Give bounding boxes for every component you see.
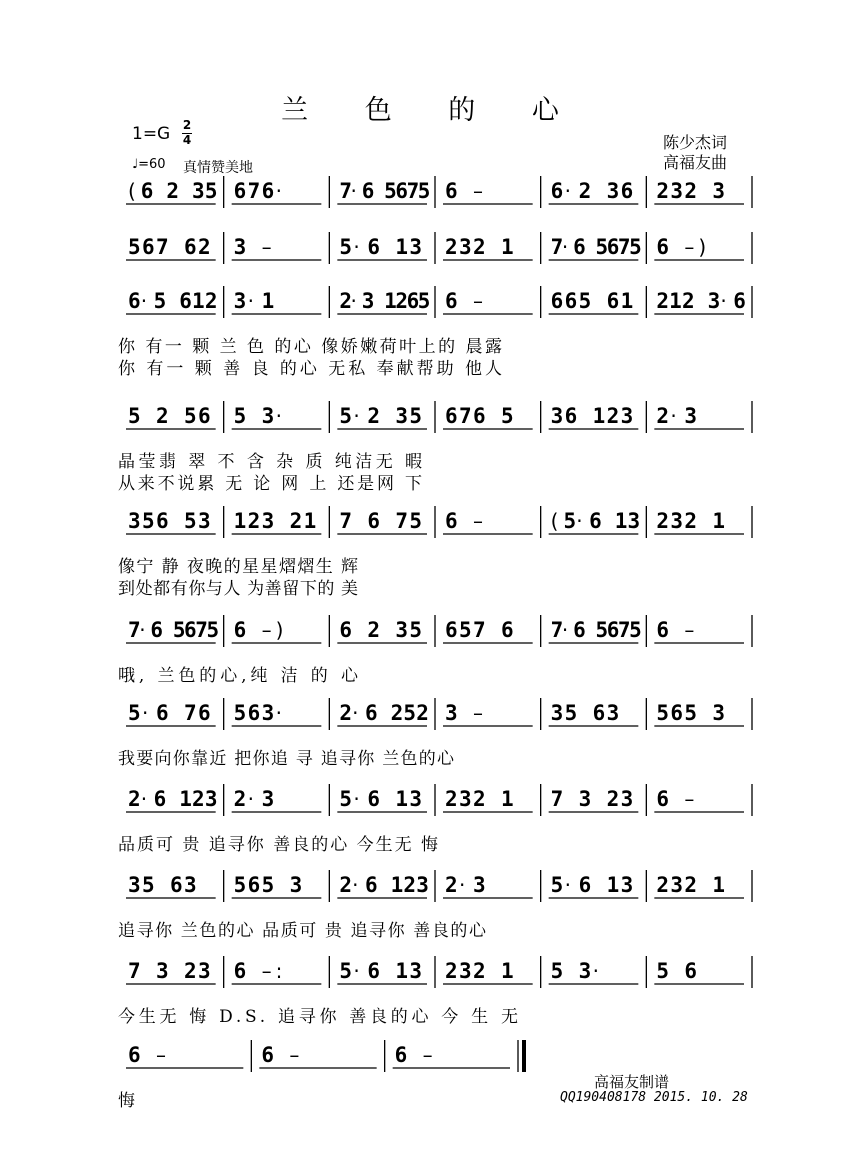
note-glyph: 3	[670, 509, 683, 533]
note-glyph: 2	[578, 179, 592, 203]
note-glyph: 2	[192, 787, 205, 811]
note-glyph: 6	[233, 618, 247, 642]
note-glyph: 1	[592, 404, 606, 428]
note-glyph: 3	[261, 701, 275, 725]
note-glyph: 2	[656, 509, 669, 533]
note-glyph: 3	[361, 289, 375, 313]
score-row	[118, 401, 752, 494]
note-glyph: 2	[128, 787, 141, 811]
note-glyph: 3	[198, 509, 211, 533]
note-glyph: 2	[339, 289, 352, 313]
note-glyph: 7	[395, 509, 408, 533]
note-glyph: 1	[712, 873, 725, 897]
note-glyph: 1	[192, 289, 205, 313]
note-glyph: 3	[620, 873, 634, 897]
note-glyph: 5	[233, 701, 247, 725]
note-glyph: 5	[550, 873, 564, 897]
expression-marking: 真情赞美地	[183, 160, 253, 176]
note-glyph: 2	[656, 179, 669, 203]
note-glyph: ·	[353, 959, 360, 983]
note-glyph: 3	[409, 235, 422, 259]
note-glyph: 6	[179, 289, 192, 313]
note-glyph: 6	[445, 618, 458, 642]
note-glyph: 7	[406, 179, 420, 203]
note-glyph: 6	[364, 701, 378, 725]
note-glyph: 1	[390, 873, 404, 897]
note-glyph: 6	[128, 289, 141, 313]
note-glyph: 3	[156, 959, 169, 983]
lyric-line: 品质可 贵 追寻你 善良的心 今生无 悔	[118, 835, 438, 855]
note-glyph: 6	[395, 179, 409, 203]
note-glyph: 2	[445, 235, 458, 259]
note-glyph: 7	[184, 701, 197, 725]
note-glyph: 5	[550, 959, 564, 983]
note-glyph: 3	[395, 618, 408, 642]
note-glyph: 6	[156, 701, 169, 725]
note-glyph: 6	[367, 787, 380, 811]
lyric-line: 你 有一 颗 善 良 的心 无私 奉献帮助 他人	[118, 359, 502, 379]
note-glyph: 3	[550, 404, 564, 428]
note-glyph: ·	[561, 618, 569, 642]
note-glyph: 1	[606, 873, 620, 897]
note-glyph: 2	[198, 235, 211, 259]
note-glyph: ·	[353, 235, 360, 259]
note-glyph: 3	[606, 179, 620, 203]
note-glyph: 3	[712, 179, 725, 203]
note-glyph: ·	[275, 701, 283, 725]
note-glyph: ·	[275, 179, 283, 203]
note-glyph: 5	[409, 618, 422, 642]
note-glyph: 3	[184, 873, 197, 897]
time-signature-top: 2	[182, 118, 192, 132]
note-glyph: 3	[670, 179, 683, 203]
footer-contact: QQ190408178 2015. 10. 28	[560, 1090, 748, 1105]
note-glyph: 1	[179, 787, 192, 811]
note-glyph: 2	[403, 873, 417, 897]
note-glyph: –	[422, 1043, 433, 1067]
note-glyph: 3	[620, 404, 634, 428]
note-glyph: 5	[204, 179, 218, 203]
score-row	[118, 956, 752, 1027]
note-glyph: 2	[473, 787, 486, 811]
note-glyph: 6	[445, 404, 458, 428]
note-glyph: 1	[395, 235, 408, 259]
note-glyph: 5	[409, 404, 422, 428]
note-glyph: 3	[416, 873, 429, 897]
note-glyph: ·	[353, 787, 360, 811]
note-glyph: 6	[445, 289, 458, 313]
note-glyph: 6	[684, 959, 697, 983]
key-signature: 1=G	[132, 124, 171, 144]
note-glyph: 5	[172, 618, 186, 642]
note-glyph: 7	[156, 235, 169, 259]
note-glyph: –	[289, 1043, 300, 1067]
lyric-line: 晶莹翡 翠 不 含 杂 质 纯洁无 暇	[118, 452, 422, 472]
note-glyph: 5	[656, 701, 669, 725]
note-glyph: 5	[501, 404, 514, 428]
note-glyph: 3	[684, 404, 697, 428]
note-glyph: 5	[233, 873, 247, 897]
note-glyph: ·	[561, 235, 569, 259]
note-glyph: 7	[473, 618, 486, 642]
note-glyph: 6	[592, 701, 606, 725]
note-glyph: 2	[606, 787, 620, 811]
note-glyph: 6	[247, 873, 261, 897]
note-glyph: 7	[550, 787, 564, 811]
lyric-line: 你 有一 颗 兰 色 的心 像娇嫩荷叶上的 晨露	[118, 337, 502, 357]
note-glyph: 6	[339, 618, 352, 642]
note-glyph: 6	[550, 289, 564, 313]
note-glyph: 6	[140, 179, 154, 203]
note-glyph: 5	[128, 404, 141, 428]
score-row	[118, 870, 752, 941]
note-glyph: ·	[353, 404, 360, 428]
note-glyph: 6	[142, 235, 155, 259]
note-glyph: 6	[153, 787, 167, 811]
note-glyph: 5	[153, 289, 167, 313]
time-signature-bottom: 4	[182, 133, 192, 147]
note-glyph: 6	[656, 618, 669, 642]
note-glyph: 3	[233, 235, 247, 259]
note-glyph: ·	[140, 289, 148, 313]
note-glyph: –	[473, 179, 483, 203]
note-glyph: 2	[367, 404, 380, 428]
note-glyph: ·	[592, 959, 600, 983]
note-glyph: 6	[573, 618, 586, 642]
note-glyph: 3	[707, 289, 721, 313]
note-glyph: 1	[501, 787, 514, 811]
note-glyph: 5	[384, 179, 397, 203]
note-glyph: 3	[627, 509, 641, 533]
note-glyph: 6	[578, 873, 592, 897]
note-glyph: 5	[656, 959, 669, 983]
note-glyph: 5	[629, 235, 642, 259]
note-glyph: ·	[350, 179, 357, 203]
note-glyph: 5	[563, 509, 577, 533]
note-glyph: 7	[195, 618, 208, 642]
note-glyph: 6	[367, 235, 380, 259]
score-row	[126, 176, 752, 208]
note-glyph: 3	[204, 787, 218, 811]
note-glyph: 2	[473, 235, 486, 259]
note-glyph: 6	[473, 404, 486, 428]
note-glyph: 1	[614, 509, 628, 533]
note-glyph: 6	[361, 179, 375, 203]
engraver-credit: 高福友制谱	[594, 1073, 670, 1091]
note-glyph: 7	[459, 404, 472, 428]
note-glyph: 3	[409, 787, 422, 811]
note-glyph: 6	[367, 509, 380, 533]
note-glyph: 2	[445, 959, 458, 983]
score-row	[118, 784, 752, 855]
note-glyph: (	[128, 179, 136, 203]
note-glyph: –	[473, 701, 483, 725]
note-glyph: 6	[445, 179, 458, 203]
note-glyph: 2	[247, 509, 261, 533]
note-glyph: 6	[394, 1043, 408, 1067]
note-glyph: 5	[595, 235, 609, 259]
note-glyph: 2	[367, 618, 380, 642]
note-glyph: 3	[459, 959, 472, 983]
note-glyph: 3	[578, 959, 592, 983]
lyric-line: 到处都有你与人 为善留下的 美	[118, 579, 358, 599]
lyric-line: 像宁 静 夜晚的星星熠熠生 辉	[118, 557, 358, 577]
note-glyph: 1	[620, 289, 634, 313]
score-row	[118, 506, 752, 599]
note-glyph: 1	[261, 289, 275, 313]
note-glyph: –	[684, 618, 695, 642]
note-glyph: 2	[156, 404, 169, 428]
score-row	[126, 232, 752, 264]
note-glyph: 2	[166, 179, 180, 203]
note-glyph: 3	[578, 787, 592, 811]
score-title: 兰 色 的 心	[281, 95, 583, 126]
note-glyph: ·	[142, 701, 149, 725]
note-glyph: 2	[606, 404, 620, 428]
note-glyph: 6	[150, 618, 164, 642]
note-glyph: 6	[606, 289, 620, 313]
note-glyph: 5	[206, 618, 220, 642]
note-glyph: 3	[233, 289, 247, 313]
note-glyph: 7	[617, 618, 631, 642]
score-row	[118, 286, 752, 379]
note-glyph: 1	[501, 235, 514, 259]
tempo-marking: ♩=60	[132, 157, 166, 172]
note-glyph: ·	[352, 873, 359, 897]
note-glyph: 2	[395, 289, 409, 313]
note-glyph: 3	[606, 701, 620, 725]
note-glyph: 5	[578, 289, 592, 313]
note-glyph: –	[261, 959, 272, 983]
note-glyph: 5	[629, 618, 642, 642]
note-glyph: 6	[367, 959, 380, 983]
note-glyph: 5	[417, 289, 431, 313]
note-glyph: 5	[128, 235, 141, 259]
note-glyph: 5	[142, 873, 155, 897]
note-glyph: 3	[445, 701, 458, 725]
lyric-line: 悔	[118, 1091, 135, 1111]
note-glyph: 5	[339, 235, 352, 259]
note-glyph: (	[550, 509, 559, 533]
note-glyph: 2	[416, 701, 429, 725]
note-glyph: 1	[233, 509, 247, 533]
note-glyph: 5	[142, 509, 155, 533]
note-glyph: 6	[564, 404, 578, 428]
note-glyph: 1	[669, 289, 682, 313]
final-bar	[522, 1040, 526, 1072]
note-glyph: 3	[409, 959, 422, 983]
lyric-line: 追寻你 兰色的心 品质可 贵 追寻你 善良的心	[118, 921, 486, 941]
note-glyph: 3	[261, 509, 275, 533]
note-glyph: 6	[198, 404, 211, 428]
note-glyph: )	[698, 235, 707, 259]
note-glyph: 3	[192, 179, 205, 203]
note-glyph: 3	[128, 873, 141, 897]
note-glyph: 6	[364, 873, 378, 897]
note-glyph: 5	[261, 873, 275, 897]
note-glyph: ·	[564, 873, 572, 897]
note-glyph: 2	[656, 873, 669, 897]
note-glyph: –	[261, 235, 272, 259]
note-glyph: 6	[128, 1043, 141, 1067]
note-glyph: 2	[684, 179, 697, 203]
note-glyph: 6	[233, 179, 247, 203]
note-glyph: ·	[576, 509, 583, 533]
note-glyph: 5	[417, 179, 431, 203]
note-glyph: 6	[501, 618, 514, 642]
note-glyph: 3	[289, 873, 303, 897]
note-glyph: 2	[684, 873, 697, 897]
note-glyph: )	[275, 618, 284, 642]
note-glyph: 2	[204, 289, 218, 313]
note-glyph: 6	[170, 873, 183, 897]
note-glyph: 5	[184, 509, 197, 533]
note-glyph: 7	[617, 235, 631, 259]
note-glyph: ·	[139, 618, 146, 642]
note-glyph: 3	[550, 701, 564, 725]
score-row	[118, 1040, 526, 1111]
note-glyph: 2	[681, 289, 695, 313]
note-glyph: 6	[670, 701, 683, 725]
note-glyph: 5	[184, 404, 197, 428]
note-glyph: 3	[395, 404, 408, 428]
note-glyph: 1	[395, 787, 408, 811]
note-glyph: 6	[606, 618, 620, 642]
note-glyph: ·	[670, 404, 677, 428]
note-glyph: 5	[339, 404, 352, 428]
note-glyph: –	[156, 1043, 166, 1067]
note-glyph: ·	[275, 404, 283, 428]
note-glyph: –	[684, 235, 695, 259]
note-glyph: 1	[501, 959, 514, 983]
note-glyph: 6	[733, 289, 746, 313]
note-glyph: 5	[339, 959, 352, 983]
note-glyph: 5	[595, 618, 609, 642]
note-glyph: 1	[395, 959, 408, 983]
note-glyph: 6	[620, 179, 634, 203]
note-glyph: 6	[564, 289, 578, 313]
note-glyph: 2	[289, 509, 303, 533]
note-glyph: 6	[184, 618, 197, 642]
note-glyph: ·	[720, 289, 727, 313]
note-glyph: –	[473, 509, 483, 533]
lyric-line: 我要向你靠近 把你追 寻 追寻你 兰色的心	[118, 749, 454, 769]
note-glyph: ·	[352, 701, 359, 725]
note-glyph: 3	[198, 959, 211, 983]
note-glyph: 3	[459, 235, 472, 259]
note-glyph: 7	[339, 509, 352, 533]
note-glyph: 3	[620, 787, 634, 811]
note-glyph: 6	[184, 235, 197, 259]
note-glyph: 3	[459, 787, 472, 811]
note-glyph: –	[684, 787, 695, 811]
note-glyph: ·	[459, 873, 466, 897]
note-glyph: ·	[140, 787, 148, 811]
note-glyph: 3	[261, 787, 275, 811]
note-glyph: 7	[550, 618, 564, 642]
note-glyph: 6	[261, 1043, 274, 1067]
note-glyph: 3	[128, 509, 141, 533]
composer-credit: 高福友曲	[663, 153, 728, 172]
note-glyph: 6	[589, 509, 602, 533]
note-glyph: 5	[128, 701, 141, 725]
lyric-line: 从来不说累 无 论 网 上 还是网 下	[118, 474, 422, 494]
note-glyph: 2	[184, 959, 197, 983]
note-glyph: 6	[656, 787, 669, 811]
note-glyph: 7	[550, 235, 564, 259]
note-glyph: 3	[670, 873, 683, 897]
note-glyph: ·	[247, 289, 255, 313]
note-glyph: 1	[384, 289, 397, 313]
note-glyph: 2	[339, 701, 352, 725]
note-glyph: ·	[350, 289, 357, 313]
note-glyph: 2	[445, 787, 458, 811]
note-glyph: 7	[128, 618, 141, 642]
note-glyph: 6	[156, 509, 169, 533]
note-glyph: 2	[445, 873, 458, 897]
note-glyph: 1	[712, 509, 725, 533]
lyric-line: 今生无 悔 D.S. 追寻你 善良的心 今 生 无	[118, 1007, 518, 1027]
note-glyph: 7	[128, 959, 141, 983]
note-glyph: 2	[684, 509, 697, 533]
note-glyph: –	[473, 289, 483, 313]
note-glyph: 2	[656, 289, 669, 313]
note-glyph: 6	[233, 959, 247, 983]
lyric-line: 哦, 兰色的心,纯 洁 的 心	[118, 666, 358, 686]
note-glyph: 3	[261, 404, 275, 428]
note-glyph: 6	[656, 235, 669, 259]
note-glyph: 6	[445, 509, 458, 533]
note-glyph: 2	[390, 701, 404, 725]
note-glyph: 6	[198, 701, 211, 725]
note-glyph: 3	[473, 873, 486, 897]
note-glyph: ·	[247, 787, 255, 811]
note-glyph: 5	[339, 787, 352, 811]
note-glyph: 7	[247, 179, 261, 203]
note-glyph: 6	[406, 289, 420, 313]
note-glyph: –	[261, 618, 272, 642]
note-glyph: :	[275, 959, 283, 983]
note-glyph: 2	[473, 959, 486, 983]
note-glyph: ·	[564, 179, 572, 203]
note-glyph: 5	[684, 701, 697, 725]
note-glyph: 5	[403, 701, 417, 725]
score-row	[118, 615, 752, 686]
note-glyph: 6	[573, 235, 586, 259]
note-glyph: 2	[339, 873, 352, 897]
note-glyph: 6	[606, 235, 620, 259]
note-glyph: 1	[303, 509, 317, 533]
note-glyph: 2	[233, 787, 247, 811]
note-glyph: 5	[233, 404, 247, 428]
note-glyph: 6	[550, 179, 564, 203]
lyricist-credit: 陈少杰词	[663, 133, 728, 152]
note-glyph: 5	[409, 509, 422, 533]
score-row	[118, 698, 752, 769]
note-glyph: 5	[564, 701, 578, 725]
note-glyph: 6	[247, 701, 261, 725]
note-glyph: 6	[261, 179, 275, 203]
note-glyph: 5	[459, 618, 472, 642]
note-glyph: 7	[339, 179, 352, 203]
note-glyph: 2	[656, 404, 669, 428]
note-glyph: 3	[712, 701, 725, 725]
